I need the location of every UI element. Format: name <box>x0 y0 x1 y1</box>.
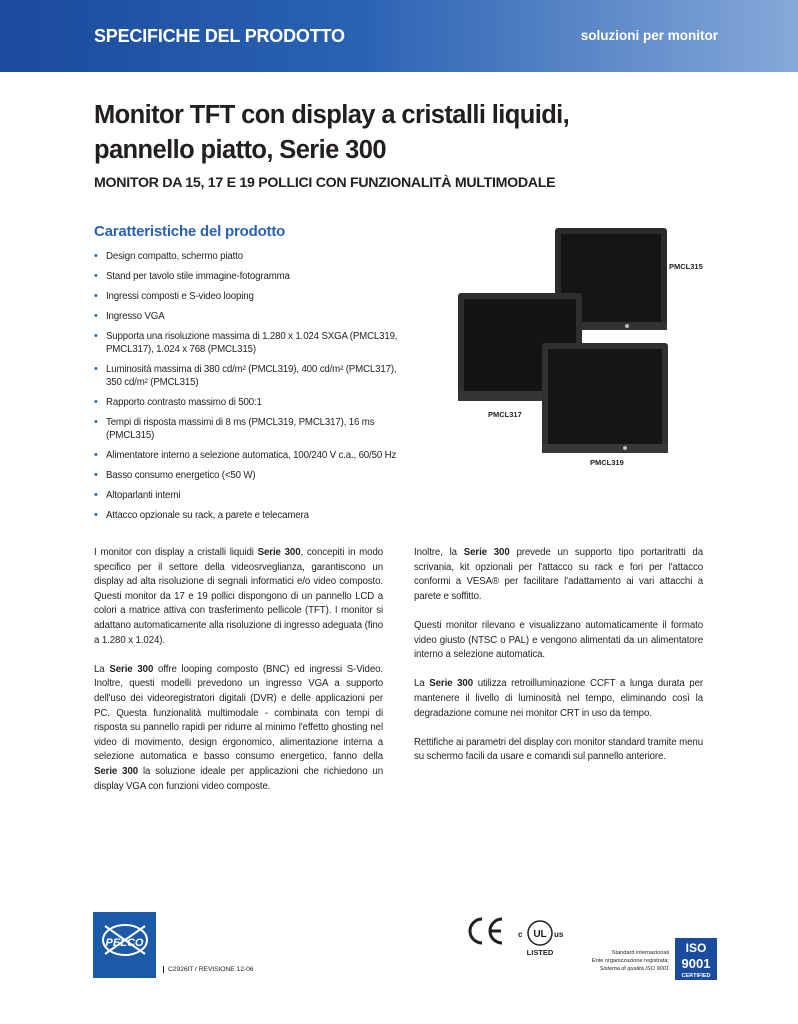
label-pmcl319: PMCL319 <box>590 458 624 467</box>
iso-caption-line: Standard internazionali <box>611 950 669 956</box>
svg-text:c: c <box>518 930 523 939</box>
paragraph: Rettifiche ai parametri del display con monitor standard tramite menu su schermo facili da usare e comandi sul pannello anteriore. <box>414 736 703 763</box>
ce-mark-icon <box>466 916 506 946</box>
svg-text:CERTIFIED: CERTIFIED <box>681 973 711 979</box>
title-line-1: Monitor TFT con display a cristalli liquidi, <box>94 101 570 129</box>
list-item: • Rapporto contrasto massimo di 500:1 <box>94 396 414 409</box>
label-pmcl315: PMCL315 <box>669 262 703 271</box>
svg-text:PELCO: PELCO <box>105 937 144 949</box>
header-banner <box>0 0 798 72</box>
label-pmcl317: PMCL317 <box>488 410 522 419</box>
document-id: C2926IT / REVISIONE 12-06 <box>163 966 253 973</box>
page-subtitle: MONITOR DA 15, 17 E 19 POLLICI CON FUNZIONALITÀ MULTIMODALE <box>94 175 556 191</box>
iso-caption-line: Ente organizzazione registrata; <box>591 957 669 964</box>
list-item: • Stand per tavolo stile immagine-fotogramma <box>94 270 414 283</box>
list-item: • Ingressi composti e S-video looping <box>94 290 414 303</box>
iso-caption <box>577 950 669 973</box>
title-line-2: pannello piatto, Serie 300 <box>94 136 386 164</box>
series-name: Serie 300 <box>94 765 139 777</box>
features-list <box>94 250 414 529</box>
pelco-logo <box>93 912 156 978</box>
list-item: • Design compatto, schermo piatto <box>94 250 414 263</box>
ul-listed-icon <box>516 915 572 957</box>
iso-caption-line: Sistema di qualità ISO 9001 <box>599 965 669 972</box>
svg-text:us: us <box>554 930 564 939</box>
list-item: • Basso consumo energetico (<50 W) <box>94 469 414 482</box>
list-item: • Supporta una risoluzione massima di 1.280 x 1.024 SXGA (PMCL319, PMCL317), 1.024 x 768 (PMCL315) <box>94 330 414 356</box>
page-title <box>94 98 654 168</box>
svg-text:ISO: ISO <box>685 941 707 955</box>
body-column-right <box>414 546 703 780</box>
series-name: Serie 300 <box>109 663 154 675</box>
list-item: • Tempi di risposta massimi di 8 ms (PMCL319, PMCL317), 16 ms (PMCL315) <box>94 416 414 442</box>
list-item: • Altoparlanti interni <box>94 489 414 502</box>
list-item: • Luminosità massima di 380 cd/m² (PMCL319), 400 cd/m² (PMCL317), 350 cd/m² (PMCL315) <box>94 363 414 389</box>
paragraph: Inoltre, la Serie 300 prevede un supporto tipo portaritratti da scrivania, kit opzionali per l'attacco su rack e fori per l'attacco conformi a VESA® per facilitare l'adattamento ai vari attacchi a parete e soffitto. <box>414 547 704 602</box>
paragraph: La Serie 300 offre looping composto (BNC) ed ingressi S-Video. Inoltre, questi modelli prevedono un ingresso VGA a supporto dell'uso dei videoregistratori digitali (DVR) e delle applicazioni per PC. Questa funzionalità multimodale - combinata con tempi di risposta su pannello rapidi per ridurre al minimo l'effetto ghosting nel video di movimento, design ergonomico, alimentazione interna a selezione automatica e basso consumo energetico, fanno della Serie 300 la soluzione ideale per applicazioni che richiedono un display VGA con funzioni video composte. <box>94 663 384 792</box>
paragraph: I monitor con display a cristalli liquidi Serie 300, concepiti in modo specifico per il settore della videosrveglianza, garantiscono un display ad alta risoluzione di segnali informatici e/o video composto. Questi monitor da 17 e 19 pollici dispongono di un pannello LCD a colori a matrice attiva con trasferimento pellicole (TFT). I monitor si adattano automaticamente alla risoluzione di ingresso adeguata (fino a 1.280 x 1.024). <box>94 547 384 646</box>
header-category: soluzioni per monitor <box>580 28 718 43</box>
header-title: SPECIFICHE DEL PRODOTTO <box>94 26 345 46</box>
list-item: • Ingresso VGA <box>94 310 414 323</box>
body-column-left <box>94 546 383 809</box>
series-name: Serie 300 <box>463 547 510 558</box>
iso-9001-badge-icon <box>675 938 717 980</box>
svg-text:LISTED: LISTED <box>526 948 554 957</box>
features-heading: Caratteristiche del prodotto <box>94 223 286 240</box>
paragraph: La Serie 300 utilizza retroilluminazione CCFT a lunga durata per mantenere il livello di luminosità nel tempo, eliminando così la degradazione comune nei monitor CRT in uso da tempo. <box>414 678 704 719</box>
svg-text:9001: 9001 <box>681 956 711 971</box>
svg-text:UL: UL <box>533 929 547 940</box>
list-item: • Alimentatore interno a selezione automatica, 100/240 V c.a., 60/50 Hz <box>94 449 414 462</box>
series-name: Serie 300 <box>429 678 474 690</box>
list-item: • Attacco opzionale su rack, a parete e telecamera <box>94 509 414 522</box>
monitor-pmcl319 <box>542 343 668 453</box>
paragraph: Questi monitor rilevano e visualizzano automaticamente il formato video giusto (NTSC o PAL) e vengono alimentati da un alimentatore interno a selezione automatica. <box>414 619 703 661</box>
series-name: Serie 300 <box>257 547 301 558</box>
